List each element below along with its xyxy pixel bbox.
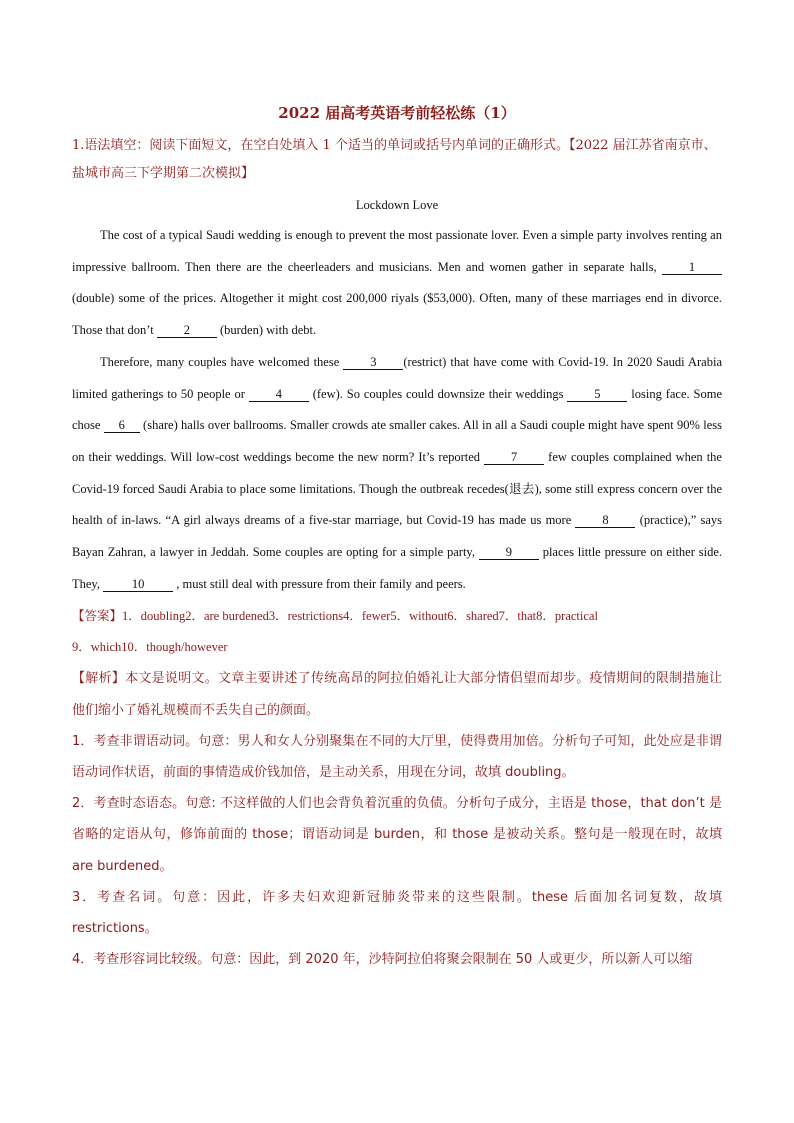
passage-text: few couples complained when the Covid-19 forced Saudi Arabia to place some limitations. Though the outbreak recedes(退去), some still express concern over the health of in-laws. “A girl always dreams of a five-star marriage, but Covid-19 has made us more <box>72 449 722 528</box>
passage-text: (double) some of the prices. Altogether it might cost 200,000 riyals ($53,000). Often, many of these marriages end in divorce. Those that don’t <box>72 291 722 338</box>
blank-6: 6 <box>104 418 140 433</box>
answer-label: 【答案】 <box>72 608 123 624</box>
analysis-item-4: 4．考查形容词比较级。句意：因此，到 2020 年，沙特阿拉伯将聚会限制在 50 人或更少，所以新人可以缩 <box>72 952 693 968</box>
analysis-item-1: 1．考查非谓语动词。句意：男人和女人分别聚集在不同的大厅里，使得费用加倍。分析句子可知，此处应是非谓语动词作状语，前面的事情造成价钱加倍，是主动关系，用现在分词，故填 doubling。 <box>72 733 722 781</box>
analysis-summary <box>72 663 722 725</box>
answer-line-1 <box>72 600 722 632</box>
blank-7: 7 <box>484 450 544 465</box>
answer-section <box>72 600 722 663</box>
blank-3: 3 <box>343 355 403 370</box>
question-instructions <box>72 132 722 188</box>
passage <box>72 220 722 600</box>
blank-4: 4 <box>249 387 309 402</box>
blank-5: 5 <box>567 387 627 402</box>
question-source: 【2022 届江苏省南京市、盐城市高三下学期第二次模拟】 <box>72 138 717 181</box>
analysis-label: 【解析】 <box>72 671 126 687</box>
passage-paragraph-1 <box>72 220 722 347</box>
passage-title: Lockdown Love <box>355 198 439 212</box>
passage-paragraph-2 <box>72 347 722 601</box>
blank-1: 1 <box>662 260 722 275</box>
passage-text: , must still deal with pressure from their family and peers. <box>173 576 466 591</box>
blank-8: 8 <box>575 513 635 528</box>
analysis-item-3: 3．考查名词。句意：因此，许多夫妇欢迎新冠肺炎带来的这些限制。these 后面加名词复数，故填 restrictions。 <box>72 889 722 937</box>
blank-2: 2 <box>157 323 217 338</box>
blank-9: 9 <box>479 545 539 560</box>
passage-text: (few). So couples could downsize their weddings <box>308 386 568 401</box>
passage-text: (share) halls over ballrooms. Smaller crowds ate smaller cakes. All in all a Saudi couple might have spent 90% less on their weddings. Will low-cost weddings become the new norm? It’s reported <box>72 418 722 464</box>
passage-text: (restrict) that have come with Covid-19. In 2020 Saudi Arabia limited gatherings to 50 people or <box>72 354 722 401</box>
blank-10: 10 <box>103 577 173 592</box>
instruction-text: 1.语法填空：阅读下面短文，在空白处填入 1 个适当的单词或括号内单词的正确形式。 <box>72 138 569 153</box>
answer-line-2: 9．which10．though/however <box>72 640 228 655</box>
analysis-item-2: 2．考查时态语态。句意: 不这样做的人们也会背负着沉重的负债。分析句子成分，主语是 those，that don’t 是省略的定语从句，修饰前面的 those；谓语动词是 burden，和 those 是被动关系。整句是一般现在时，故填 are burdened。 <box>72 796 722 874</box>
document-page <box>72 100 722 975</box>
passage-text: The cost of a typical Saudi wedding is enough to prevent the most passionate lover. Even a simple party involves renting an impressive ballroom. Then there are the cheerleaders and musicians. Men and women gather in separate halls, <box>72 228 722 274</box>
analysis-section <box>72 663 722 975</box>
passage-text: Therefore, many couples have welcomed these <box>100 354 344 369</box>
answer-text: 1．doubling2．are burdened3．restrictions4．fewer5．without6．shared7．that8．practical <box>122 609 598 624</box>
passage-text: places little pressure on either side. They, <box>72 545 722 591</box>
passage-text: (practice),” says Bayan Zahran, a lawyer in Jeddah. Some couples are opting for a simple party, <box>72 513 722 560</box>
analysis-summary-text: 本文是说明文。文章主要讲述了传统高昂的阿拉伯婚礼让大部分情侣望而却步。疫情期间的限制措施让他们缩小了婚礼规模而不丢失自己的颜面。 <box>72 671 722 718</box>
passage-text: losing face. Some chose <box>72 386 723 433</box>
page-title: 2022 届高考英语考前轻松练（1） <box>278 104 516 122</box>
passage-text: (burden) with debt. <box>216 323 317 338</box>
